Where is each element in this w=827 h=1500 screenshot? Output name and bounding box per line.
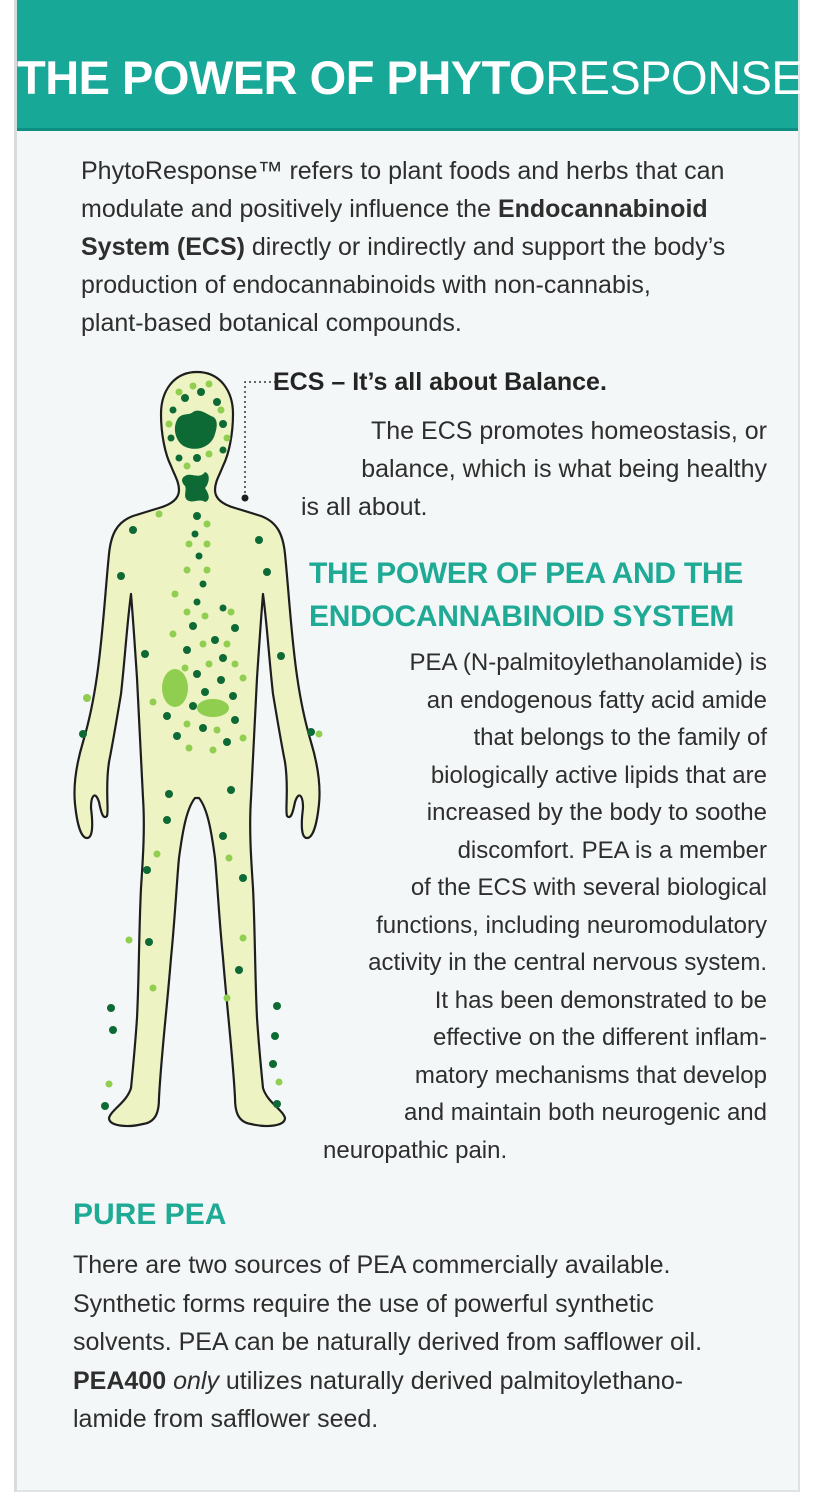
pea-line: functions, including neuromodulatory [376,911,767,939]
ecs-line: is all about. [301,493,428,521]
title-light: RESPONSE [545,51,803,104]
pea-line: an endogenous fatty acid amide [426,686,767,714]
pure-line: solvents. PEA can be naturally derived from safflower oil. [73,1328,703,1356]
pure-pea-paragraph [73,1246,773,1439]
intro-text: modulate and positively influence the [81,195,498,223]
pea-line: of the ECS with several biological [410,874,767,901]
product-panel [14,0,827,1492]
pure-line: Synthetic forms require the use of powerful synthetic [73,1289,654,1318]
ecs-line: The ECS promotes homeostasis, or [371,417,767,445]
intro-line [81,190,771,228]
pea-line: activity in the central nervous system. [368,949,767,976]
header-banner [17,0,827,131]
intro-line: PhytoResponse™ refers to plant foods and herbs that can [81,157,725,185]
pea-paragraph [297,644,767,1169]
intro-line: plant-based botanical compounds. [81,309,462,337]
emphasis-only: only [173,1366,219,1395]
ecs-leader-dot [242,495,249,502]
pea-line: and maintain both neurogenic and [404,1099,767,1126]
intro-paragraph [81,152,771,342]
product-name: PEA400 [73,1366,167,1395]
intro-text: directly or indirectly and support the body’s [244,233,726,261]
pure-line: There are two sources of PEA commercially available. [73,1251,671,1279]
pea-line: that belongs to the family of [473,724,767,751]
ecs-paragraph [273,412,767,526]
pea-heading [309,552,743,638]
pea-line: matory mechanisms that develop [414,1061,767,1089]
pea-heading-line: ENDOCANNABINOID SYSTEM [309,600,735,633]
ecs-heading: ECS – It’s all about Balance. [273,368,607,396]
intro-line: production of endocannabinoids with non-cannabis, [81,271,651,299]
gut-oval [197,699,229,717]
trademark-mark: TM [802,52,827,72]
intro-bold: System (ECS) [81,233,245,261]
pea-line: effective on the different inflam- [433,1024,767,1051]
header-title [17,50,827,105]
intro-bold: Endocannabinoid [497,195,708,223]
pea-line: biologically active lipids that are [430,761,767,789]
gut-oval [162,669,188,707]
title-bold: THE POWER OF PHYTO [17,51,546,104]
pea-line: It has been demonstrated to be [434,986,767,1014]
pea-line: discomfort. PEA is a member [457,836,767,864]
pure-pea-heading: PURE PEA [73,1198,227,1231]
intro-line [81,228,771,266]
ecs-line: balance, which is what being healthy [361,455,767,483]
pea-heading-line: THE POWER OF PEA AND THE [309,557,743,590]
neck-cluster [182,472,209,502]
pure-line [73,1362,773,1401]
pea-line: neuropathic pain. [323,1136,508,1164]
pea-line: PEA (N-palmitoylethanolamide) is [409,649,767,676]
pure-text: utilizes naturally derived palmitoylethano- [218,1366,684,1395]
pure-line: lamide from safflower seed. [73,1405,379,1433]
pea-line: increased by the body to soothe [426,799,767,826]
